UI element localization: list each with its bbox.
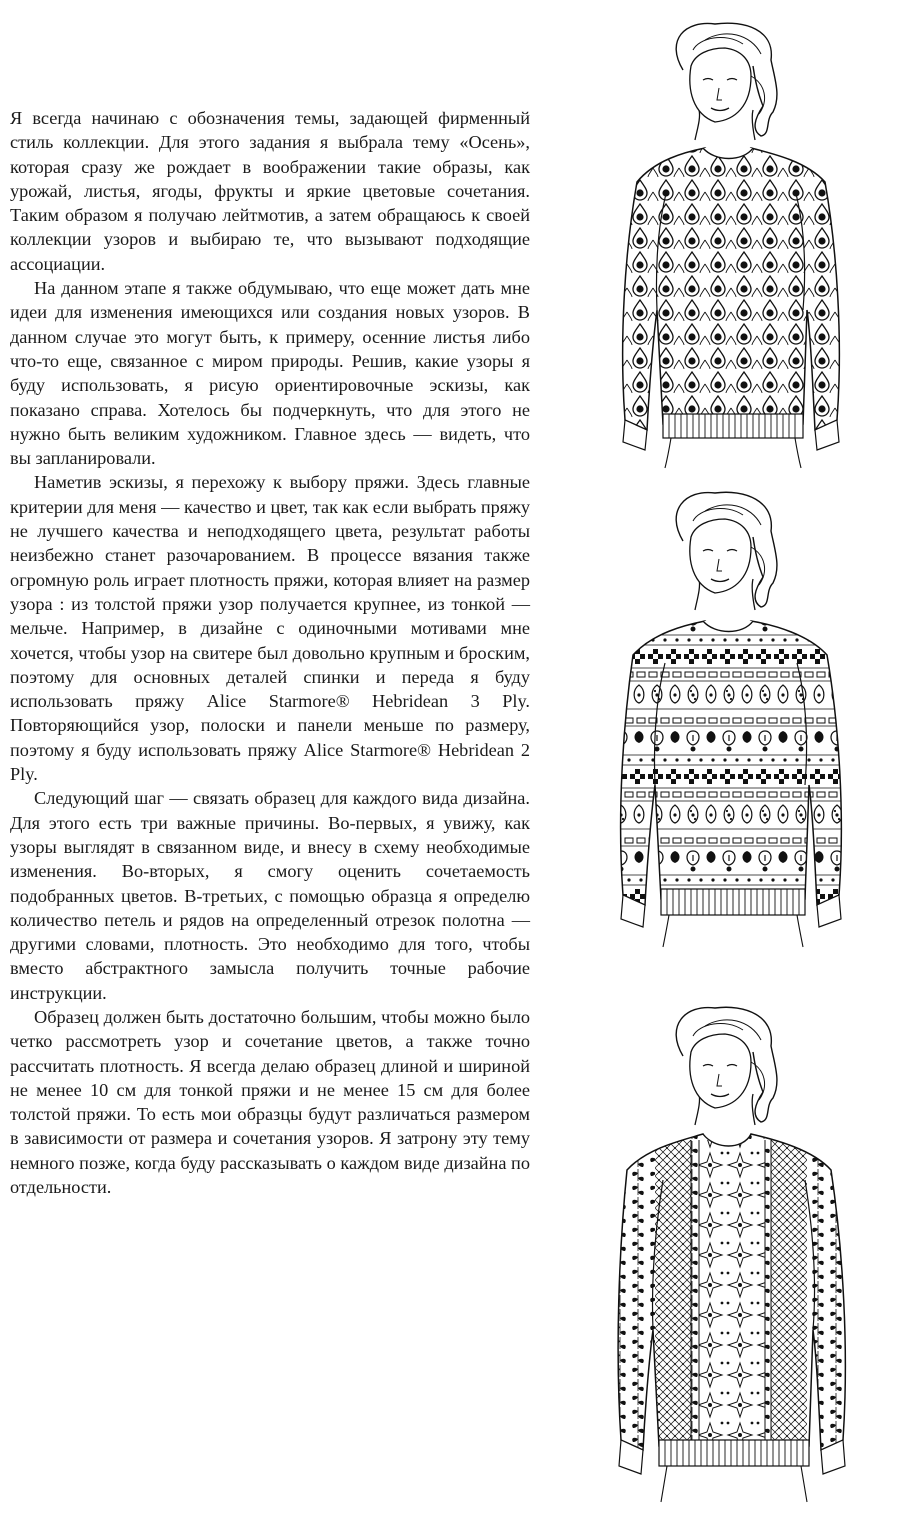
paragraph-1: Я всегда начинаю с обозначения темы, задающей фирменный стиль коллекции. Для этого задания я выбрала тему «Осень», которая сразу же рождает в воображении такие образы, как урожай, листья, ягоды, фрукты и яркие цветовые сочетания. Таким образом я получаю лейтмотив, а затем обращаюсь к своей коллекции узоров и выбираю те, что вызывают подходящие ассоциации. xyxy=(10,108,530,274)
paragraph-4: Следующий шаг — связать образец для каждого вида дизайна. Для этого есть три важные причины. Во-первых, я увижу, как узоры выглядят в связанном виде, и внесу в схему необходимые изменения. Во-вторых, я смогу оценить сочетаемость подобранных цветов. В-третьих, с помощью образца я определю количество петель и рядов на определенный отрезок полотна — другими словами, плотность. Это необходимо для того, чтобы вместо абстрактного замысла получить точные рабочие инструкции. xyxy=(10,788,530,1003)
illustration-sweater-panels xyxy=(575,1000,895,1510)
article-text xyxy=(10,106,530,1199)
illustration-sweater-single-motif xyxy=(575,10,895,470)
paragraph-3: Наметив эскизы, я перехожу к выбору пряжи. Здесь главные критерии для меня — качество и цвет, так как если выбрать пряжу не лучшего качества и неподходящего цвета, результат работы неизбежно станет разочарованием. В процессе вязания также огромную роль играет плотность пряжи, которая влияет на размер узора : из толстой пряжи узор получается крупнее, из тонкой — мельче. Например, в дизайне с одиночными мотивами мне хочется, чтобы узор на свитере был довольно крупным и броским, поэтому для основных деталей спинки и переда я буду использовать пряжу Alice Starmore® Hebridean 3 Ply. Повторяющийся узор, полоски и панели меньше по размеру, поэтому я буду использовать пряжу Alice Starmore® Hebridean 2 Ply. xyxy=(10,472,530,785)
paragraph-5: Образец должен быть достаточно большим, чтобы можно было четко рассмотреть узор и сочетание цветов, а также точно рассчитать плотность. Я всегда делаю образец длиной и шириной не менее 10 см для тонкой пряжи и не менее 15 см для более толстой пряжи. То есть мои образцы будут различаться размером в зависимости от размера и сочетания узоров. Я затрону эту тему немного позже, когда буду рассказывать о каждом виде дизайна по отдельности. xyxy=(10,1006,530,1198)
illustration-sweater-fair-isle xyxy=(575,475,895,955)
paragraph-2: На данном этапе я также обдумываю, что еще может дать мне идеи для изменения имеющихся или создания новых узоров. В данном случае это могут быть, к примеру, осенние листья либо что-то еще, связанное с миром природы. Решив, какие узоры я буду использовать, я рисую ориентировочные эскизы, как показано справа. Хотелось бы подчеркнуть, что для этого не нужно быть великим художником. Главное здесь — видеть, что вы запланировали. xyxy=(10,278,530,469)
